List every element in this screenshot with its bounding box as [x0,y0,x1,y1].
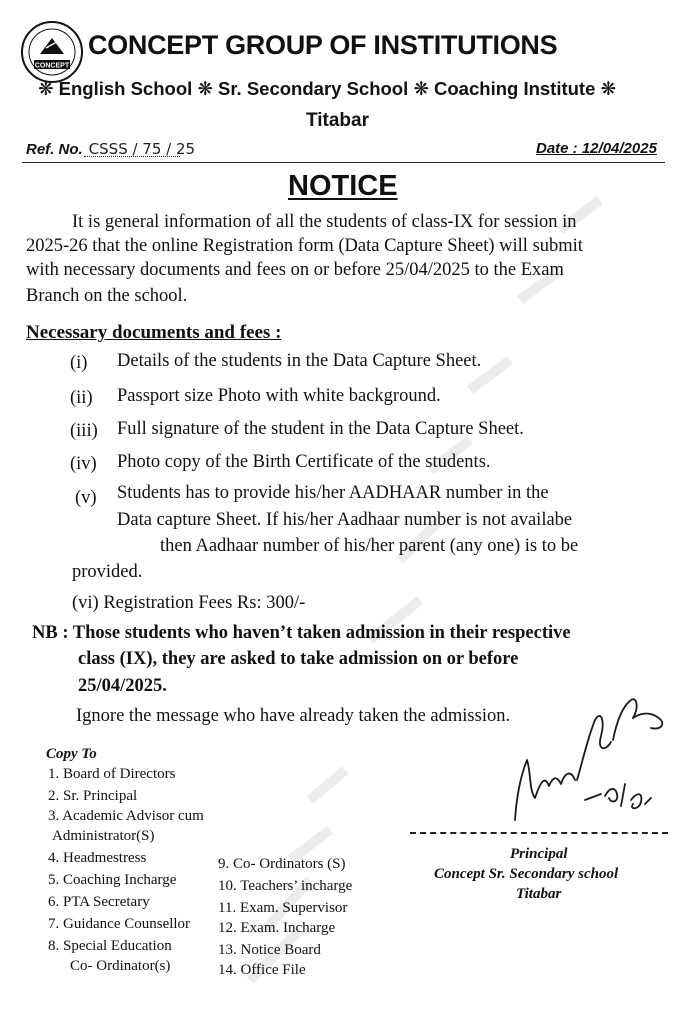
documents-heading: Necessary documents and fees : [26,322,282,343]
list-item-number: (iii) [70,421,98,441]
ref-dotted-line [84,156,180,157]
list-item: Full signature of the student in the Data Capture Sheet. [117,419,524,439]
logo-text: CONCEPT [34,62,70,70]
principal-signature [505,680,675,840]
copy-recipient: 10. Teachers’ incharge [218,878,353,894]
list-item-number: (v) [75,488,97,508]
copy-recipient: 12. Exam. Incharge [218,920,336,936]
copy-recipient: 9. Co- Ordinators (S) [218,856,346,872]
institution-town: Titabar [306,110,370,131]
intro-line: with necessary documents and fees on or before 25/04/2025 to the Exam [26,260,564,280]
copy-recipient: 13. Notice Board [218,942,321,958]
list-item-number: (iv) [70,454,97,474]
copy-recipient: Co- Ordinator(s) [70,958,171,974]
intro-line: Branch on the school. [26,286,188,306]
copy-recipient: 6. PTA Secretary [48,894,150,910]
header-divider [22,162,665,163]
list-item-number: (ii) [70,388,93,408]
ignore-message: Ignore the message who have already taken the admission. [76,706,511,726]
ref-label: Ref. No. [26,141,83,158]
nb-line: class (IX), they are asked to take admission on or before [78,649,519,669]
list-item-continuation: Data capture Sheet. If his/her Aadhaar number is not availabe [117,510,573,530]
list-item-continuation: then Aadhaar number of his/her parent (any one) is to be [160,536,579,556]
institution-name: CONCEPT GROUP OF INSTITUTIONS [88,30,558,60]
nb-line: 25/04/2025. [78,676,167,696]
notice-date: Date : 12/04/2025 [536,140,657,157]
reference-number [26,140,195,158]
list-item: Students has to provide his/her AADHAAR number in the [117,483,549,503]
institution-logo [20,20,84,84]
copy-recipient: 3. Academic Advisor cum [48,808,204,824]
list-item-continuation: provided. [72,562,143,582]
signatory-school: Concept Sr. Secondary school [434,866,619,882]
copy-recipient: 11. Exam. Supervisor [218,900,348,916]
copy-recipient: Administrator(S) [52,828,155,844]
copy-recipient: 4. Headmestress [48,850,147,866]
list-item: Photo copy of the Birth Certificate of the students. [117,452,491,472]
copy-to-heading: Copy To [46,746,97,762]
list-item: Passport size Photo with white background. [117,386,441,406]
intro-line: 2025-26 that the online Registration form (Data Capture Sheet) will submit [26,236,583,256]
registration-fee-item: (vi) Registration Fees Rs: 300/- [72,593,306,613]
intro-line: It is general information of all the students of class-IX for session in [72,212,577,232]
copy-recipient: 5. Coaching Incharge [48,872,177,888]
list-item-number: (i) [70,353,88,373]
signature-line [410,832,668,834]
copy-recipient: 14. Office File [218,962,306,978]
notice-title: NOTICE [288,170,398,202]
institution-units: ❋ English School ❋ Sr. Secondary School ❋ Coaching Institute ❋ [38,78,617,99]
copy-recipient: 2. Sr. Principal [48,788,138,804]
list-item: Details of the students in the Data Capture Sheet. [117,351,482,371]
copy-recipient: 8. Special Education [48,938,172,954]
copy-recipient: 7. Guidance Counsellor [48,916,191,932]
copy-recipient: 1. Board of Directors [48,766,176,782]
signatory-town: Titabar [516,886,562,902]
nb-line: NB : Those students who haven’t taken admission in their respective [32,623,571,643]
ref-handwritten-value: CSSS / 75 / 25 [88,140,196,158]
signatory-title: Principal [510,846,568,862]
